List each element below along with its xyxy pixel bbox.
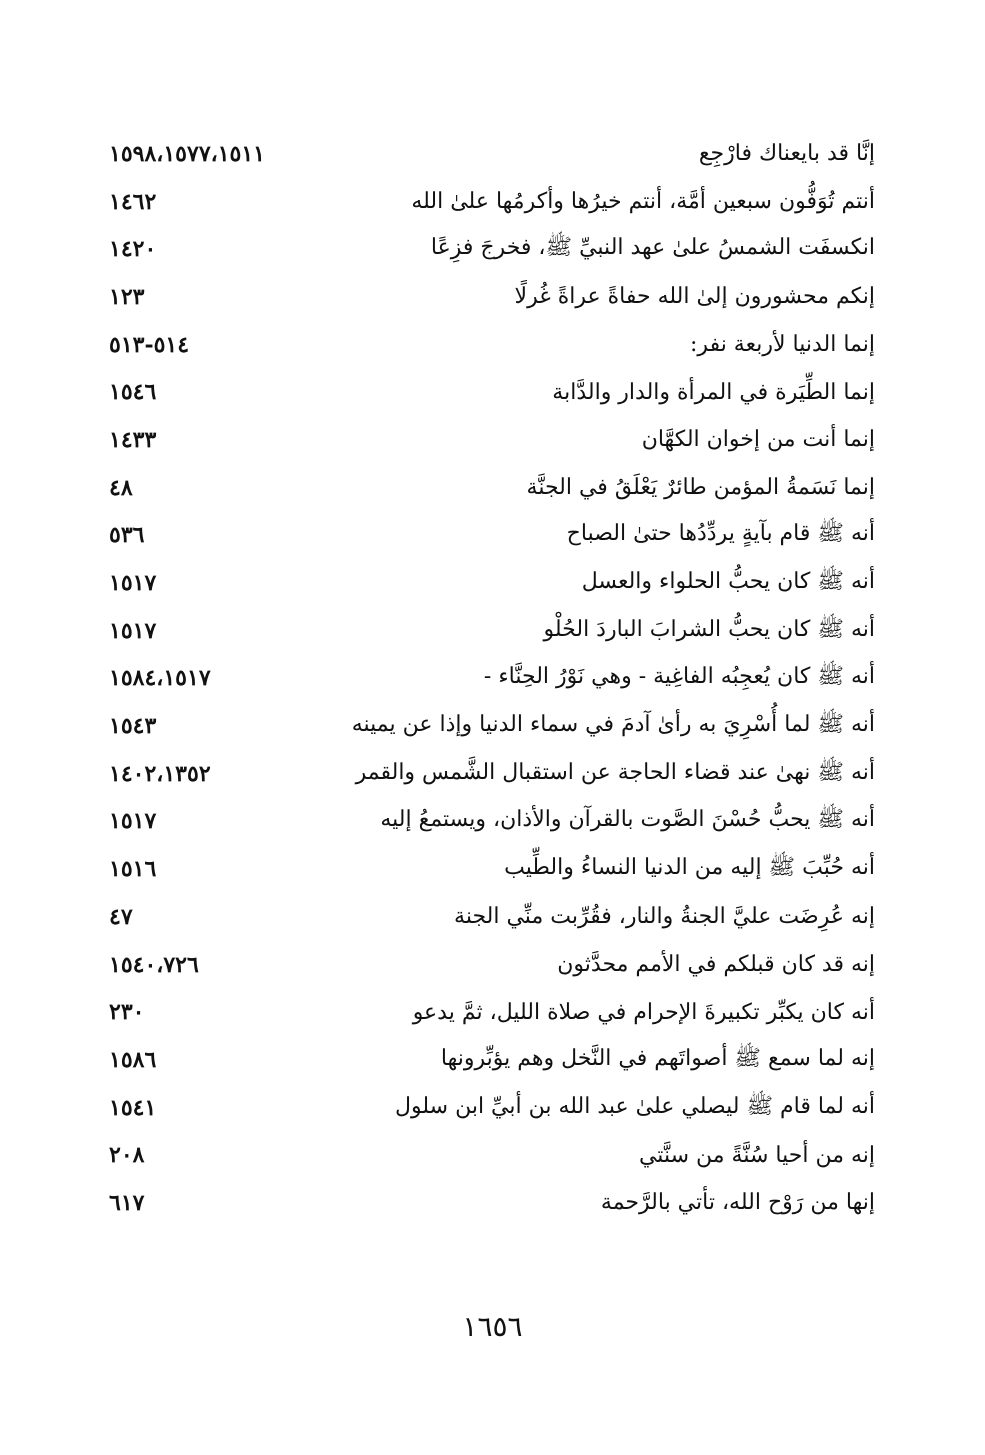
entry-text: إنه قد كان قبلكم في الأمم محدَّثون	[557, 952, 875, 978]
entry-page-refs: ٢٠٨	[109, 1142, 145, 1169]
entry-text: إنما أنت من إخوان الكهَّان	[641, 427, 875, 453]
entry-text: انكسفَت الشمسُ علىٰ عهد النبيِّ ﷺ، فخرجَ فزِعًا	[430, 235, 875, 261]
index-entry	[95, 893, 875, 941]
index-entry	[95, 1036, 875, 1084]
index-entry	[95, 655, 875, 703]
index-entry	[95, 464, 875, 512]
index-entry	[95, 416, 875, 464]
entry-text: أنه ﷺ كان يحبُّ الشرابَ الباردَ الحُلْو	[543, 616, 875, 642]
entry-text: أنه لما قام ﷺ ليصلي علىٰ عبد الله بن أبيِّ ابن سلول	[395, 1093, 875, 1119]
entry-text: إنما نَسَمةُ المؤمن طائرٌ يَعْلَقُ في الجنَّة	[526, 475, 875, 501]
entry-text: أنه كان يكبِّر تكبيرةَ الإحرام في صلاة الليل، ثمَّ يدعو	[412, 999, 875, 1025]
entry-text: إنها من رَوْح الله، تأتي بالرَّحمة	[600, 1190, 875, 1216]
entry-text: أنه ﷺ قام بآيةٍ يردِّدُها حتىٰ الصباح	[566, 521, 875, 547]
entry-page-refs: ١٥١٧	[109, 570, 157, 597]
entry-page-refs: ١٥٤٠،٧٢٦	[109, 951, 199, 978]
page-number: ١٦٥٦	[462, 1310, 523, 1343]
entry-page-refs: ٢٣٠	[109, 999, 145, 1026]
entry-page-refs: ١٥٩٨،١٥٧٧،١٥١١	[109, 140, 265, 167]
index-entry	[95, 178, 875, 226]
entry-text: إنما الطِّيَرة في المرأة والدار والدَّابة	[552, 379, 875, 405]
entry-page-refs: ١٢٣	[109, 283, 145, 310]
entry-text: أنه ﷺ يحبُّ حُسْنَ الصَّوت بالقرآن والأذان، ويستمعُ إليه	[380, 807, 875, 833]
index-entry	[95, 607, 875, 655]
index-entry	[95, 512, 875, 560]
index-entry	[95, 750, 875, 798]
entry-page-refs: ١٥١٧	[109, 617, 157, 644]
index-entry	[95, 1084, 875, 1132]
entry-page-refs: ٥١٤-٥١٣	[109, 331, 190, 358]
entry-page-refs: ٤٧	[109, 903, 133, 930]
entry-page-refs: ١٥٤١	[109, 1094, 157, 1121]
index-entry	[95, 225, 875, 273]
index-entry	[95, 273, 875, 321]
entry-text: أنه ﷺ لما أُسْرِيَ به رأىٰ آدمَ في سماء الدنيا وإذا عن يمينه	[351, 712, 875, 738]
entry-text: أنه ﷺ كان يحبُّ الحلواء والعسل	[581, 569, 875, 595]
entry-text: أنه ﷺ نهىٰ عند قضاء الحاجة عن استقبال الشَّمس والقمر	[355, 759, 875, 785]
entry-text: إنكم محشورون إلىٰ الله حفاةً عراةً غُرلًا	[514, 284, 875, 310]
entry-page-refs: ١٤٣٣	[109, 426, 157, 453]
entry-page-refs: ٤٨	[109, 474, 133, 501]
entry-page-refs: ١٥٤٣	[109, 713, 157, 740]
hadith-index-list	[95, 130, 875, 1227]
index-entry	[95, 559, 875, 607]
entry-text: أنتم تُوَفُّون سبعين أمَّة، أنتم خيرُها وأكرمُها علىٰ الله	[411, 189, 875, 215]
index-entry	[95, 1179, 875, 1227]
entry-page-refs: ١٥١٧	[109, 808, 157, 835]
entry-text: إنه لما سمع ﷺ أصواتَهم في النَّخل وهم يؤبِّرونها	[440, 1045, 875, 1071]
entry-page-refs: ٦١٧	[109, 1189, 145, 1216]
entry-page-refs: ١٤٠٢،١٣٥٢	[109, 760, 211, 787]
entry-page-refs: ٥٣٦	[109, 522, 145, 549]
index-entry	[95, 1131, 875, 1179]
entry-text: إنَّا قد بايعناك فارْجِع	[698, 141, 875, 167]
entry-page-refs: ١٥٤٦	[109, 379, 157, 406]
index-entry	[95, 702, 875, 750]
entry-text: إنما الدنيا لأربعة نفر:	[690, 332, 875, 358]
index-entry	[95, 941, 875, 989]
index-entry	[95, 321, 875, 369]
entry-page-refs: ١٤٦٢	[109, 188, 157, 215]
entry-page-refs: ١٥٨٤،١٥١٧	[109, 665, 211, 692]
index-entry	[95, 798, 875, 846]
entry-text: أنه حُبِّبَ ﷺ إليه من الدنيا النساءُ والطِّيب	[504, 855, 875, 881]
entry-page-refs: ١٥٨٦	[109, 1046, 157, 1073]
index-entry	[95, 845, 875, 893]
index-entry	[95, 988, 875, 1036]
entry-text: إنه عُرِضَت عليَّ الجنةُ والنار، فقُرِّبت منِّي الجنة	[454, 904, 875, 930]
index-entry	[95, 130, 875, 178]
entry-text: إنه من أحيا سُنَّةً من سنَّتي	[638, 1142, 875, 1168]
index-entry	[95, 368, 875, 416]
entry-page-refs: ١٥١٦	[109, 856, 157, 883]
entry-page-refs: ١٤٢٠	[109, 236, 157, 263]
entry-text: أنه ﷺ كان يُعجِبُه الفاغِية - وهي نَوْرُ الحِنَّاء -	[483, 664, 875, 690]
